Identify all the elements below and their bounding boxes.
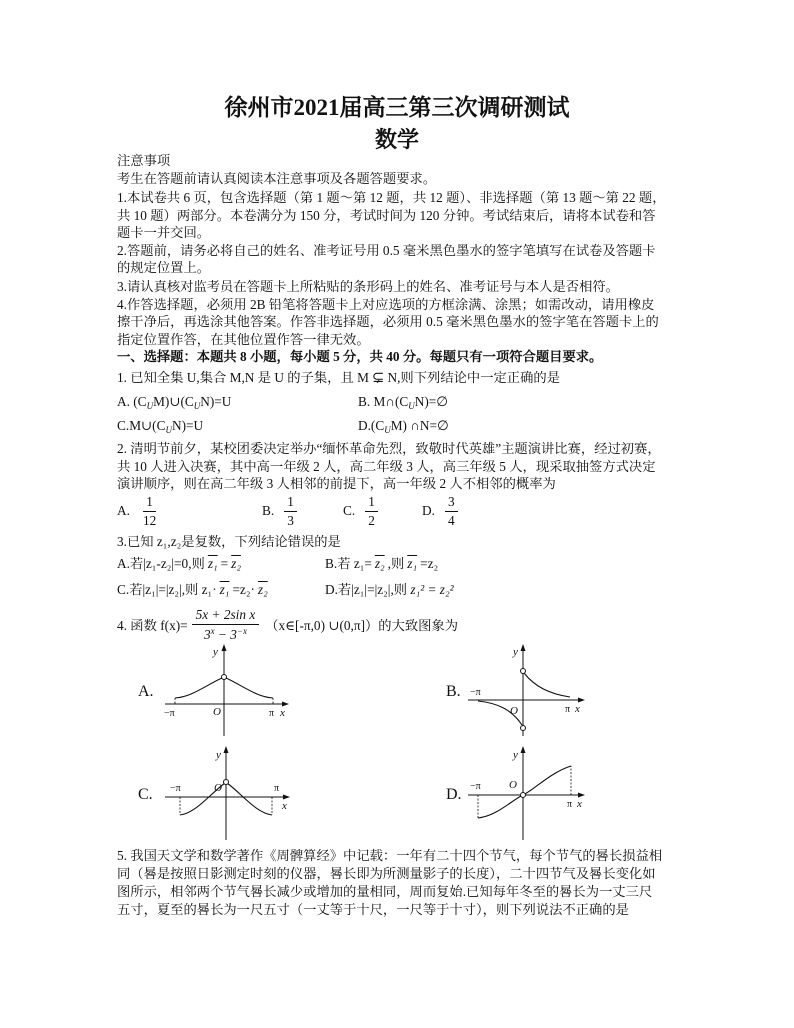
q4-stem-pre: 4. 函数 f(x)= xyxy=(117,617,188,633)
open-circle xyxy=(521,669,526,674)
open-circle xyxy=(521,726,526,731)
y-axis-label: y xyxy=(216,749,221,761)
q2-option-b-label: B. xyxy=(262,503,275,518)
graph-a-label: A. xyxy=(138,683,154,700)
q4-denominator-mid: − 3 xyxy=(214,626,237,642)
q4-stem xyxy=(117,605,458,643)
notice-heading: 注意事项 xyxy=(117,153,171,168)
q4-graph-c xyxy=(130,742,295,844)
section-1-heading: 一、选择题：本题共 8 小题，每小题 5 分，共 40 分。每题只有一项符合题目要求。 xyxy=(117,349,603,364)
q1-option-b xyxy=(358,393,448,411)
q3-option-d-pre: D.若|z₁|=|z₂|,则 xyxy=(325,582,408,597)
neg-pi-label: −π xyxy=(164,708,175,719)
x-axis-label: x xyxy=(577,798,582,810)
exam-subject: 数学 xyxy=(374,127,419,152)
q3-option-c xyxy=(117,581,271,599)
notice-line: 题卡一并交回。 xyxy=(117,225,211,240)
q1-option-d-part: D.(C xyxy=(358,418,385,433)
y-axis-label: y xyxy=(213,646,218,658)
notice-line: 2.答题前，请务必将自己的姓名、准考证号用 0.5 毫米黑色墨水的签字笔填写在试卷及答题卡 xyxy=(117,243,656,258)
q3-option-a-pre: A.若|z₁-z₂|=0,则 xyxy=(117,556,205,571)
q1-option-c-part: N)=U xyxy=(171,418,204,433)
q2-option-d-fraction xyxy=(445,494,458,529)
fraction-denominator: 12 xyxy=(142,512,157,528)
q3-option-b-conjugate: z₁ xyxy=(407,556,418,571)
pi-label: π xyxy=(269,708,275,719)
q4-function-fraction xyxy=(192,606,260,643)
q1-relation-symbol: ⊊ xyxy=(371,370,385,386)
q1-option-a-part: M)∪(C xyxy=(153,394,194,409)
pi-label: π xyxy=(565,704,571,715)
function-curve xyxy=(478,766,571,818)
q1-option-c xyxy=(117,417,203,435)
q5-stem-line: 5. 我国天文学和数学著作《周髀算经》中记载：一年有二十四个节气，每个节气的晷长损益相 xyxy=(117,848,663,863)
q2-option-a xyxy=(117,493,159,529)
q1-stem xyxy=(117,369,560,387)
fraction-numerator: 1 xyxy=(365,494,378,512)
q1-option-b-part: N)=∅ xyxy=(414,394,448,409)
fraction-denominator: 2 xyxy=(368,512,375,528)
x-axis-label: x xyxy=(280,707,285,719)
q1-option-d-subscript: U xyxy=(384,425,391,435)
pi-label: π xyxy=(567,799,573,810)
fraction-denominator: 4 xyxy=(447,512,455,528)
q2-option-b xyxy=(262,493,297,529)
x-axis-arrow xyxy=(282,702,289,707)
neg-pi-label: −π xyxy=(470,687,481,698)
q3-option-d-expression: z₁² = z₂² xyxy=(410,582,454,597)
q1-option-a-subscript: U xyxy=(193,401,201,411)
x-axis-label: x xyxy=(575,703,580,715)
graph-c-label: C. xyxy=(138,786,153,803)
open-circle xyxy=(521,793,526,798)
q2-stem-line: 演讲顺序，则在高二年级 3 人相邻的前提下，高一年级 2 人不相邻的概率为 xyxy=(117,476,556,491)
y-axis-arrow xyxy=(224,746,229,753)
origin-label: O xyxy=(213,706,221,718)
q4-graph-b xyxy=(440,640,590,742)
y-axis-arrow xyxy=(521,746,526,753)
notice-line: 1.本试卷共 6 页，包含选择题（第 1 题～第 12 题，共 12 题）、非选择题（第 13 题～第 22 题， xyxy=(117,190,666,205)
q1-option-b-part: B. M∩(C xyxy=(358,394,409,409)
open-circle xyxy=(222,675,227,680)
notice-line: 考生在答题前请认真阅读本注意事项及各题答题要求。 xyxy=(117,171,437,186)
q1-option-a-part: N)=U xyxy=(200,394,232,409)
fraction-numerator: 1 xyxy=(284,494,297,512)
q5-stem-line: 五寸，夏至的晷长为一尺五寸（一丈等于十尺，一尺等于十寸），则下列说法不正确的是 xyxy=(117,902,629,917)
q3-option-b-pre: B.若 z₁= xyxy=(325,556,372,571)
notice-line: 4.作答选择题，必须用 2B 铅笔将答题卡上对应选项的方框涂满、涂黑；如需改动，请用橡皮 xyxy=(117,297,655,312)
notice-line: 擦干净后，再选涂其他答案。作答非选择题，必须用 0.5 毫米黑色墨水的签字笔在答题卡上的 xyxy=(117,314,659,329)
q2-option-d xyxy=(422,493,458,529)
neg-pi-label: −π xyxy=(170,783,181,794)
y-axis-arrow xyxy=(222,644,227,651)
x-axis-arrow xyxy=(578,698,585,703)
q3-option-c-pre: C.若|z₁|=|z₂|,则 z₁· xyxy=(117,582,217,597)
notice-line: 共 10 题）两部分。本卷满分为 150 分，考试时间为 120 分钟。考试结束后，请将本试卷和答 xyxy=(117,208,656,223)
origin-label: O xyxy=(510,705,518,717)
q2-option-c xyxy=(343,493,378,529)
graph-b-label: B. xyxy=(446,683,461,700)
q4-denominator-exponent: x xyxy=(210,625,215,636)
q1-stem-after: N,则下列结论中一定正确的是 xyxy=(387,370,560,385)
q5-stem-line: 同（晷是按照日影测定时刻的仪器，晷长即为所测量影子的长度），二十四节气及晷长变化如 xyxy=(117,866,656,881)
q1-option-c-part: C.M∪(C xyxy=(117,418,166,433)
q2-option-d-label: D. xyxy=(422,503,435,518)
q3-option-c-conjugate: z₁ xyxy=(219,582,230,597)
y-axis-label: y xyxy=(513,749,518,761)
q3-option-d xyxy=(325,581,454,599)
q5-stem-line: 图所示，相邻两个节气晷长减少或增加的量相同，周而复始.已知每年冬至的晷长为一丈三尺 xyxy=(117,884,653,899)
notice-line: 指定位置作答，在其他位置作答一律无效。 xyxy=(117,332,370,347)
origin-label: O xyxy=(509,779,517,791)
q3-option-b-conjugate: z₂ xyxy=(374,556,385,571)
q1-option-b-subscript: U xyxy=(408,401,415,411)
q4-graph-d xyxy=(440,742,590,844)
q1-option-a xyxy=(117,393,231,411)
origin-label: O xyxy=(214,782,222,794)
q3-option-a-conjugate: z₂ xyxy=(231,556,241,571)
function-curve-right xyxy=(524,673,570,697)
q3-option-b-mid: ,则 xyxy=(387,556,405,571)
q2-option-b-fraction xyxy=(284,494,297,529)
q2-option-a-label: A. xyxy=(117,503,130,518)
x-axis-arrow xyxy=(578,793,585,798)
neg-pi-label: −π xyxy=(470,781,481,792)
fraction-numerator: 1 xyxy=(143,494,156,512)
notice-line: 的规定位置上。 xyxy=(117,260,211,275)
q1-option-c-subscript: U xyxy=(165,425,172,435)
fraction-numerator: 3 xyxy=(445,494,458,512)
q1-stem-before: 1. 已知全集 U,集合 M,N 是 U 的子集，且 M xyxy=(117,370,369,385)
open-circle xyxy=(224,780,229,785)
q4-denominator-base: 3 xyxy=(203,626,211,642)
q1-option-a-part: A. (C xyxy=(117,394,147,409)
q3-option-b xyxy=(325,555,438,573)
q3-option-a xyxy=(117,555,244,573)
q4-denominator-exponent: −x xyxy=(236,625,247,636)
q3-option-c-conjugate: z₂ xyxy=(257,582,268,597)
exam-title: 徐州市2021届高三第三次调研测试 xyxy=(224,95,570,120)
fraction-denominator: 3 xyxy=(287,512,294,528)
q2-stem-line: 2. 清明节前夕，某校团委决定举办“缅怀革命先烈，致敬时代英雄”主题演讲比赛，经过初赛， xyxy=(117,441,661,456)
q2-option-a-fraction xyxy=(140,494,159,529)
graph-d-label: D. xyxy=(446,786,462,803)
q1-option-a-subscript: U xyxy=(146,401,154,411)
y-axis-label: y xyxy=(513,646,518,658)
x-axis-label: x xyxy=(282,800,287,812)
y-axis-arrow xyxy=(521,644,526,651)
q3-option-b-post: =z₂ xyxy=(420,556,439,571)
x-axis-arrow xyxy=(283,795,290,800)
q4-numerator: 5x + 2sin x xyxy=(192,606,260,625)
q4-graph-a xyxy=(130,640,295,742)
q4-stem-post: （x∈[-π,0) ∪(0,π]）的大致图象为 xyxy=(265,617,459,633)
q3-stem: 3.已知 z₁,z₂是复数，下列结论错误的是 xyxy=(117,534,341,549)
pi-label: π xyxy=(274,783,280,794)
q1-option-d-part: M) ∩N=∅ xyxy=(390,418,449,433)
notice-line: 3.请认真核对监考员在答题卡上所粘贴的条形码上的姓名、准考证号与本人是否相符。 xyxy=(117,279,619,294)
q1-option-d xyxy=(358,417,449,435)
q3-option-c-mid: =z₂· xyxy=(232,582,255,597)
q3-option-a-mid: = xyxy=(220,556,229,571)
q2-stem-line: 共 10 人进入决赛，其中高一年级 2 人，高二年级 3 人，高三年级 5 人，现采取抽签方式决定 xyxy=(117,459,656,474)
q3-option-a-conjugate: z₁ xyxy=(207,556,218,571)
q2-option-c-fraction xyxy=(365,494,378,529)
q2-option-c-label: C. xyxy=(343,503,356,518)
